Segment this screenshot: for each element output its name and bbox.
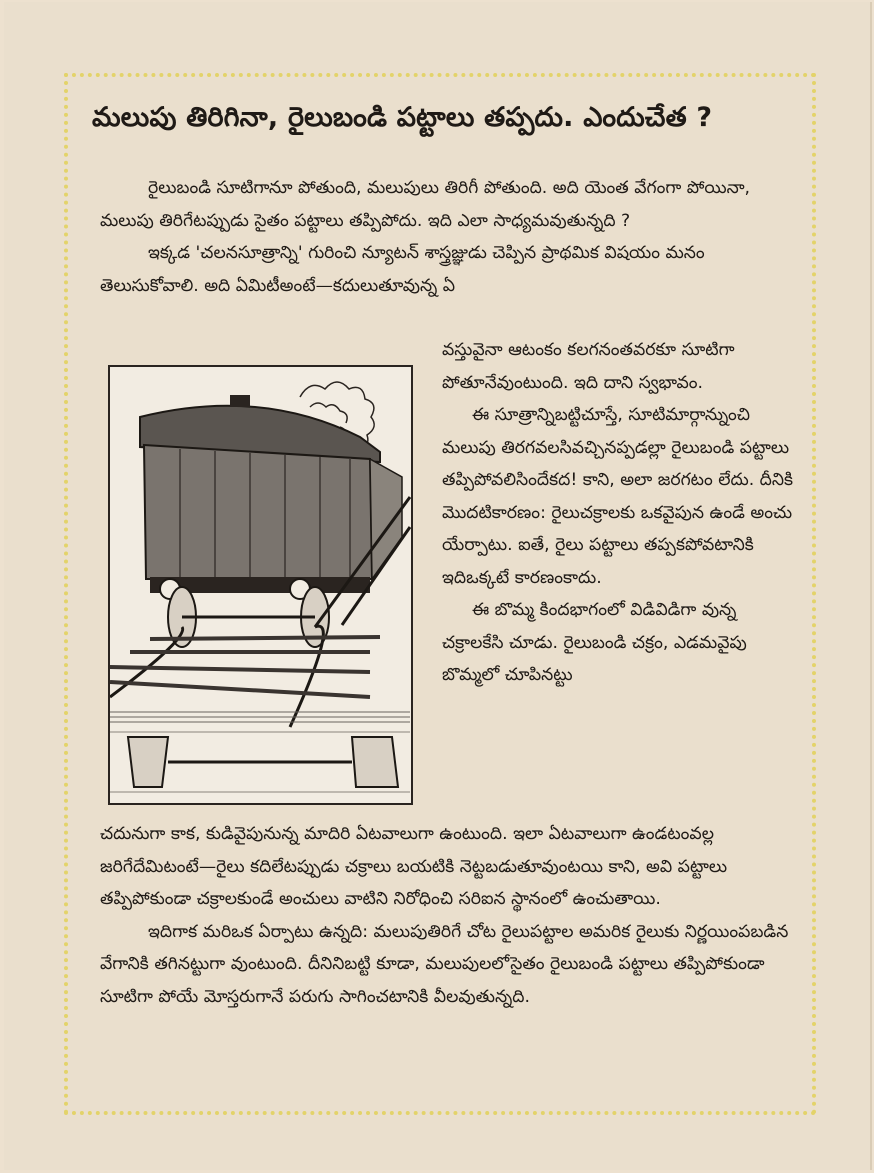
- right-column-text: [442, 334, 798, 692]
- page-title: మలుపు తిరిగినా, రైలుబండి పట్టాలు తప్పదు. ఎందుచేత ?: [92, 102, 713, 133]
- bottom-text: [100, 818, 796, 1013]
- paragraph-4: ఈ బొమ్మ కిందభాగంలో విడివిడిగా వున్న చక్రాలకేసి చూడు. రైలుబండి చక్రం, ఎడమవైపు బొమ్మలో చూపినట్టు: [442, 600, 747, 685]
- paragraph-1: రైలుబండి సూటిగానూ పోతుంది, మలుపులు తిరిగీ పోతుంది. అది యెంత వేగంగా పోయినా, మలుపు తిరిగేటప్పుడు సైతం పట్టాలు తప్పిపోదు. ఇది ఎలా సాధ్యమవుతున్నది ?: [100, 178, 751, 231]
- train-illustration: [108, 365, 413, 805]
- paragraph-2: ఇక్కడ 'చలనసూత్రాన్ని' గురించి న్యూటన్ శాస్త్రజ్ఞుడు చెప్పిన ప్రాథమిక విషయం మనం తెలుసుకోవాలి. అది ఏమిటీఅంటే—కదులుతూవున్న ఏ: [100, 243, 705, 296]
- paragraph-4-continued: చదునుగా కాక, కుడివైపునున్న మాదిరి ఏటవాలుగా ఉంటుంది. ఇలా ఏటవాలుగా ఉండటంవల్ల జరిగేదేమిటంటే—రైలు కదిలేటప్పుడు చక్రాలు బయటికి నెట్టబడుతూవుంటయి కాని, అవి పట్టాలు తప్పిపోకుండా చక్రాలకుండే అంచులు వాటిని నిరోధించి సరిఐన స్థానంలో ఉంచుతాయి.: [100, 824, 728, 909]
- paragraph-2-continued: వస్తువైనా ఆటంకం కలగనంతవరకూ సూటిగా పోతూనేవుంటుంది. ఇది దాని స్వభావం.: [442, 340, 735, 393]
- intro-text: [100, 172, 796, 302]
- paragraph-3: ఈ సూత్రాన్నిబట్టిచూస్తే, సూటిమార్గాన్నుంచి మలుపు తిరగవలసివచ్చినప్పడల్లా రైలుబండి పట్టాలు తప్పిపోవలిసిందేకద! కాని, అలా జరగటం లేదు. దీనికి మొదటికారణం: రైలుచక్రాలకు ఒకవైపున ఉండే అంచు యేర్పాటు. ఐతే, రైలు పట్టాలు తప్పకపోవటానికి ఇదిఒక్కటే కారణంకాదు.: [442, 405, 794, 588]
- train-carriage-drawing: [110, 367, 411, 803]
- paragraph-5: ఇదిగాక మరిఒక ఏర్పాటు ఉన్నది: మలుపుతిరిగే చోట రైలుపట్టాల అమరిక రైలుకు నిర్ణయింపబడిన వేగానికి తగినట్టుగా వుంటుంది. దీనినిబట్టి కూడా, మలుపులలోసైతం రైలుబండి పట్టాలు తప్పిపోకుండా సూటిగా పోయే మోస్తరుగానే పరుగు సాగించటానికి వీలవుతున్నది.: [100, 921, 789, 1007]
